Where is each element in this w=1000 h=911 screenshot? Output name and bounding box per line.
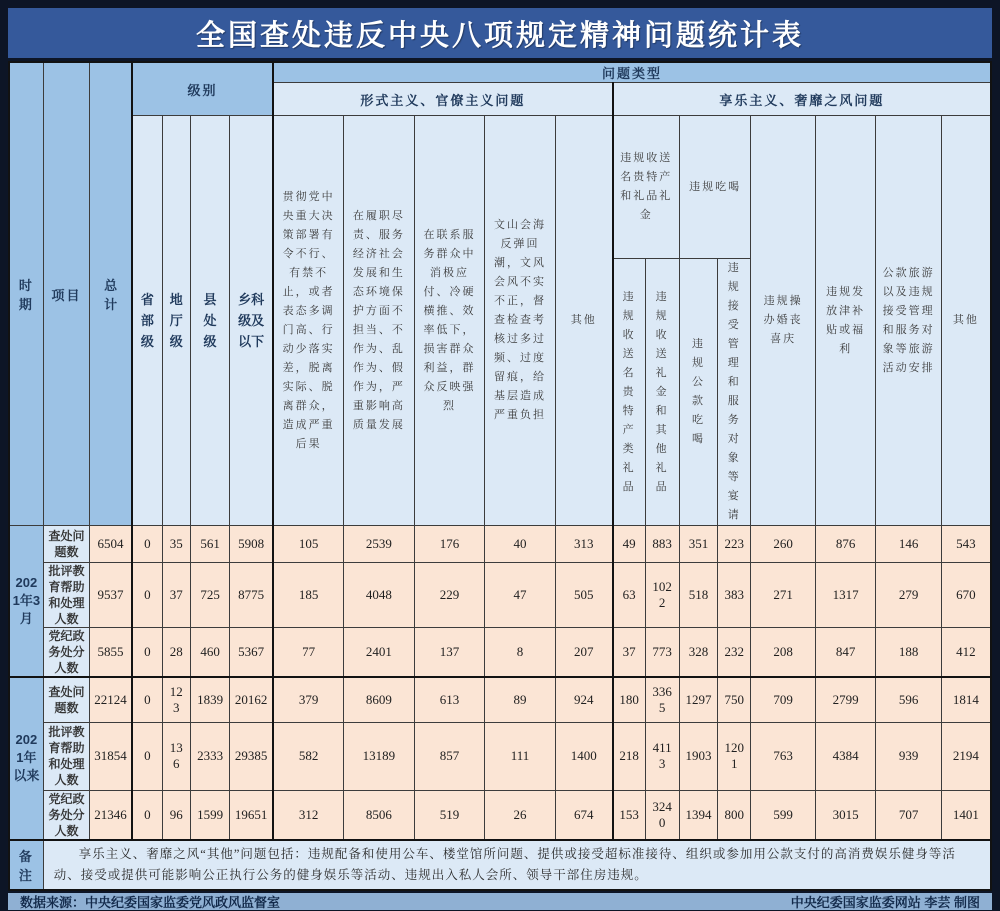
value-cell: 8 — [485, 628, 556, 678]
header-gifts-group: 违规收送名贵特产和礼品礼金 — [613, 116, 680, 259]
value-cell: 9537 — [90, 563, 132, 628]
value-cell: 0 — [132, 563, 162, 628]
value-cell: 1599 — [190, 790, 229, 840]
item-cell: 党纪政务处分人数 — [43, 628, 89, 678]
header-hedonism-col-other: 其他 — [941, 116, 991, 526]
value-cell: 505 — [555, 563, 612, 628]
value-cell: 111 — [485, 722, 556, 790]
value-cell: 1903 — [679, 722, 717, 790]
value-cell: 223 — [718, 526, 751, 563]
value-cell: 674 — [555, 790, 612, 840]
header-total: 总计 — [90, 62, 132, 526]
value-cell: 49 — [613, 526, 645, 563]
value-cell: 137 — [414, 628, 485, 678]
header-formalism-col-1: 贯彻党中央重大决策部署有令不行、有禁不止，或者表态多调门高、行动少落实差，脱离实际、脱离群众，造成严重后果 — [273, 116, 344, 526]
value-cell: 21346 — [90, 790, 132, 840]
value-cell: 6504 — [90, 526, 132, 563]
value-cell: 271 — [751, 563, 816, 628]
value-cell: 763 — [751, 722, 816, 790]
item-cell: 查处问题数 — [43, 526, 89, 563]
value-cell: 20162 — [230, 677, 273, 722]
value-cell: 2539 — [344, 526, 415, 563]
header-hedonism-col-public-dining: 违规公款吃喝 — [679, 259, 717, 526]
header-level-group: 级别 — [132, 62, 273, 116]
value-cell: 2333 — [190, 722, 229, 790]
value-cell: 1201 — [718, 722, 751, 790]
header-problem-type-group: 问题类型 — [273, 62, 991, 83]
value-cell: 8506 — [344, 790, 415, 840]
header-level-col-prefecture: 地厅级 — [162, 116, 190, 526]
value-cell: 153 — [613, 790, 645, 840]
value-cell: 561 — [190, 526, 229, 563]
header-level-col-county: 县处级 — [190, 116, 229, 526]
value-cell: 1400 — [555, 722, 612, 790]
header-formalism-col-3: 在联系服务群众中消极应付、冷硬横推、效率低下，损害群众利益，群众反映强烈 — [414, 116, 485, 526]
value-cell: 37 — [162, 563, 190, 628]
item-cell: 查处问题数 — [43, 677, 89, 722]
value-cell: 379 — [273, 677, 344, 722]
header-formalism-group: 形式主义、官僚主义问题 — [273, 83, 613, 116]
value-cell: 707 — [876, 790, 942, 840]
period-label: 2021年3月 — [9, 526, 43, 678]
value-cell: 709 — [751, 677, 816, 722]
value-cell: 1401 — [941, 790, 991, 840]
value-cell: 1394 — [679, 790, 717, 840]
header-hedonism-col-cash-gifts: 违规收送礼金和其他礼品 — [645, 259, 679, 526]
value-cell: 518 — [679, 563, 717, 628]
value-cell: 0 — [132, 526, 162, 563]
header-level-col-province: 省部级 — [132, 116, 162, 526]
value-cell: 185 — [273, 563, 344, 628]
header-hedonism-col-banquets: 违规接受管理和服务对象等宴请 — [718, 259, 751, 526]
header-hedonism-col-weddings: 违规操办婚丧喜庆 — [751, 116, 816, 526]
value-cell: 26 — [485, 790, 556, 840]
value-cell: 4048 — [344, 563, 415, 628]
value-cell: 37 — [613, 628, 645, 678]
value-cell: 750 — [718, 677, 751, 722]
footer-source: 数据来源：中央纪委国家监委党风政风监督室 — [20, 894, 281, 910]
footer-credit: 中央纪委国家监委网站 李芸 制图 — [790, 894, 980, 910]
value-cell: 29385 — [230, 722, 273, 790]
value-cell: 5855 — [90, 628, 132, 678]
header-formalism-col-2: 在履职尽责、服务经济社会发展和生态环境保护方面不担当、不作为、乱作为、假作为，严重影响高质量发展 — [344, 116, 415, 526]
value-cell: 13189 — [344, 722, 415, 790]
value-cell: 229 — [414, 563, 485, 628]
value-cell: 3240 — [645, 790, 679, 840]
value-cell: 773 — [645, 628, 679, 678]
value-cell: 123 — [162, 677, 190, 722]
value-cell: 2799 — [815, 677, 875, 722]
footer-bar — [8, 893, 992, 910]
value-cell: 188 — [876, 628, 942, 678]
value-cell: 47 — [485, 563, 556, 628]
value-cell: 136 — [162, 722, 190, 790]
value-cell: 4384 — [815, 722, 875, 790]
value-cell: 0 — [132, 722, 162, 790]
period-label: 2021年以来 — [9, 677, 43, 840]
value-cell: 0 — [132, 628, 162, 678]
header-period: 时期 — [9, 62, 43, 526]
value-cell: 1814 — [941, 677, 991, 722]
value-cell: 207 — [555, 628, 612, 678]
value-cell: 105 — [273, 526, 344, 563]
value-cell: 2401 — [344, 628, 415, 678]
value-cell: 28 — [162, 628, 190, 678]
header-hedonism-group: 享乐主义、奢靡之风问题 — [613, 83, 991, 116]
value-cell: 1839 — [190, 677, 229, 722]
value-cell: 0 — [132, 790, 162, 840]
value-cell: 218 — [613, 722, 645, 790]
value-cell: 31854 — [90, 722, 132, 790]
header-hedonism-col-allowances: 违规发放津补贴或福利 — [815, 116, 875, 526]
value-cell: 582 — [273, 722, 344, 790]
header-dining-group: 违规吃喝 — [679, 116, 751, 259]
value-cell: 279 — [876, 563, 942, 628]
value-cell: 725 — [190, 563, 229, 628]
value-cell: 35 — [162, 526, 190, 563]
header-hedonism-col-travel: 公款旅游以及违规接受管理和服务对象等旅游活动安排 — [876, 116, 942, 526]
value-cell: 599 — [751, 790, 816, 840]
value-cell: 4113 — [645, 722, 679, 790]
value-cell: 613 — [414, 677, 485, 722]
value-cell: 8775 — [230, 563, 273, 628]
value-cell: 924 — [555, 677, 612, 722]
header-item: 项目 — [43, 62, 89, 526]
value-cell: 460 — [190, 628, 229, 678]
remark-label-cell: 备注 — [9, 840, 43, 890]
value-cell: 939 — [876, 722, 942, 790]
value-cell: 0 — [132, 677, 162, 722]
remark-text: 享乐主义、奢靡之风“其他”问题包括：违规配备和使用公车、楼堂馆所问题、提供或接受超标准接待、组织或参加用公款支付的高消费娱乐健身等活动、接受或提供可能影响公正执行公务的健身娱乐等活动、违规出入私人会所、领导干部住房违规。 — [43, 840, 991, 890]
value-cell: 96 — [162, 790, 190, 840]
item-cell: 党纪政务处分人数 — [43, 790, 89, 840]
value-cell: 847 — [815, 628, 875, 678]
value-cell: 180 — [613, 677, 645, 722]
value-cell: 596 — [876, 677, 942, 722]
item-cell: 批评教育帮助和处理人数 — [43, 563, 89, 628]
item-cell: 批评教育帮助和处理人数 — [43, 722, 89, 790]
value-cell: 260 — [751, 526, 816, 563]
value-cell: 519 — [414, 790, 485, 840]
value-cell: 63 — [613, 563, 645, 628]
value-cell: 412 — [941, 628, 991, 678]
value-cell: 2194 — [941, 722, 991, 790]
title-bar — [8, 8, 992, 58]
value-cell: 5367 — [230, 628, 273, 678]
header-formalism-col-other: 其他 — [555, 116, 612, 526]
value-cell: 313 — [555, 526, 612, 563]
value-cell: 312 — [273, 790, 344, 840]
value-cell: 670 — [941, 563, 991, 628]
value-cell: 543 — [941, 526, 991, 563]
value-cell: 383 — [718, 563, 751, 628]
value-cell: 89 — [485, 677, 556, 722]
value-cell: 8609 — [344, 677, 415, 722]
value-cell: 19651 — [230, 790, 273, 840]
value-cell: 208 — [751, 628, 816, 678]
value-cell: 176 — [414, 526, 485, 563]
value-cell: 77 — [273, 628, 344, 678]
value-cell: 883 — [645, 526, 679, 563]
value-cell: 3365 — [645, 677, 679, 722]
value-cell: 40 — [485, 526, 556, 563]
value-cell: 328 — [679, 628, 717, 678]
value-cell: 800 — [718, 790, 751, 840]
value-cell: 1317 — [815, 563, 875, 628]
value-cell: 3015 — [815, 790, 875, 840]
header-formalism-col-4: 文山会海反弹回潮，文风会风不实不正，督查检查考核过多过频、过度留痕，给基层造成严重负担 — [485, 116, 556, 526]
value-cell: 351 — [679, 526, 717, 563]
value-cell: 1022 — [645, 563, 679, 628]
value-cell: 5908 — [230, 526, 273, 563]
header-level-col-township: 乡科级及以下 — [230, 116, 273, 526]
value-cell: 232 — [718, 628, 751, 678]
header-hedonism-col-specialty-gifts: 违规收送名贵特产类礼品 — [613, 259, 645, 526]
value-cell: 1297 — [679, 677, 717, 722]
value-cell: 146 — [876, 526, 942, 563]
value-cell: 876 — [815, 526, 875, 563]
value-cell: 857 — [414, 722, 485, 790]
stats-table — [8, 61, 992, 891]
value-cell: 22124 — [90, 677, 132, 722]
table-title: 全国查处违反中央八项规定精神问题统计表 — [195, 19, 804, 52]
